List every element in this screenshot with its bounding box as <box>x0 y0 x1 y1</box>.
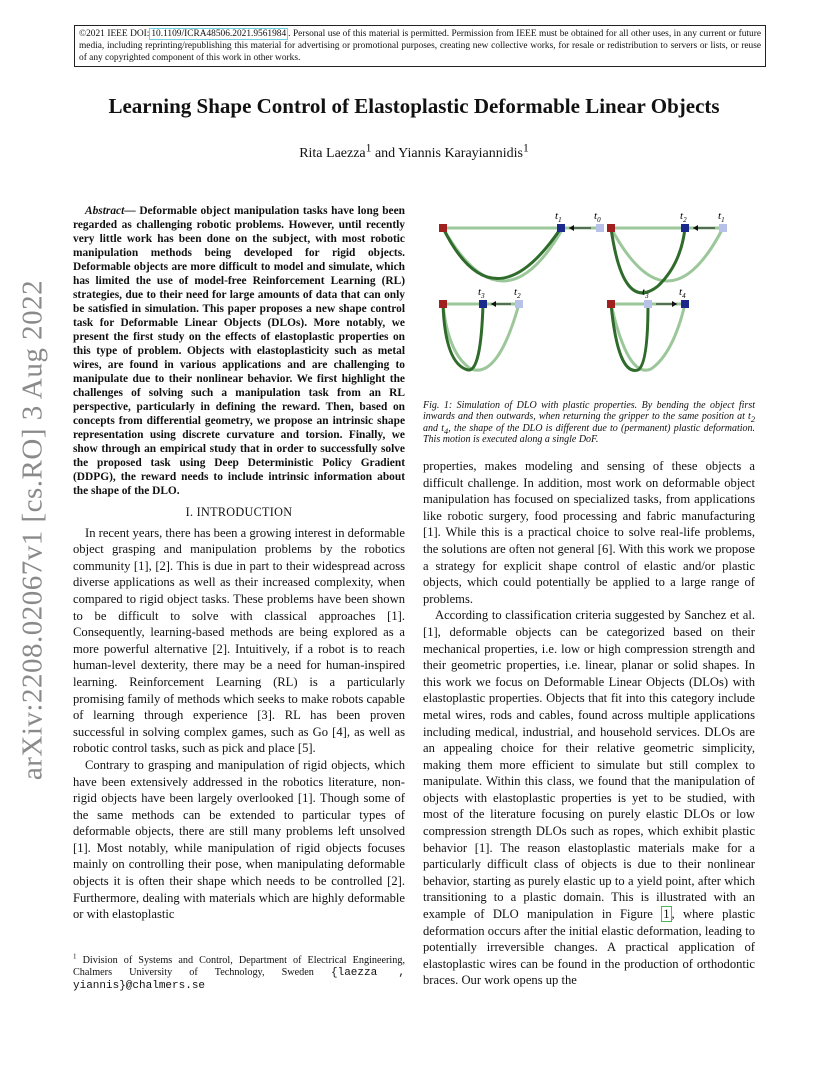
abstract-text: Deformable object manipulation tasks have long been regarded as challenging robotic problems. However, until recently very little work has been done on the subject, with most robotic manipulation methods being developed for rigid objects. Deformable objects are more difficult to model and simulate, which has limited the use of model-free Reinforcement Learning (RL) strategies, due to their need for large amounts of data that can only be satisfied in simulation. This paper proposes a new shape control task for Deformable Linear Objects (DLOs). More notably, we present the first study on the effects of elastoplastic properties on this type of problem. Objects with elastoplasticity such as metal wires, are found in various applications and are challenging to manipulate due to their nonlinear behavior. We first highlight the challenges of solving such a manipulation task from an RL perspective, particularly in defining the reward. Then, based on concepts from differential geometry, we propose an intrinsic shape representation using discrete curvature and torsion. Finally, we show through an empirical study that in order to successfully solve the proposed task using Deep Deterministic Policy Gradient (DDPG), the reward needs to include intrinsic information about the shape of the DLO. <box>73 205 405 497</box>
gripper-marker-dark <box>557 224 565 232</box>
footnote <box>73 952 405 992</box>
figure-svg <box>423 204 755 394</box>
figure-panel-4 <box>607 286 689 370</box>
motion-arrowhead <box>569 225 574 231</box>
dlo-wire-light <box>611 228 723 281</box>
author-name: Rita Laezza <box>299 146 366 161</box>
body-text: According to classification criteria suggested by Sanchez et al. [1], deformable objects can be categorized based on their mechanical properties, i.e. low or high compression strength and their geometric properties, i.e. linear, planar or solid shapes. In this work we focus on Deformable Linear Objects (DLOs) with elastoplastic properties. Objects that fit into this category include metal wires, rods and cables, found across multiple applications including medical, industrial, and household services. DLOs are an appealing choice for their relative geometric simplicity, making them more efficient to simulate but still complex to manipulate. Within this class, we found that the manipulation of objects with elastoplastic properties is yet to be studied, with most of the literature focusing on purely elastic DLOs or low compression strength DLOs such as ropes, which exhibit plastic behavior [1]. The reason elastoplastic materials make for a particularly difficult class of objects is due to their nonlinear behavior, starting as purely elastic up to a yield point, after which transitioning to a plastic domain. This is illustrated with an example of DLO manipulation in Figure <box>423 608 755 922</box>
footnote-text: Division of Systems and Control, Department of Electrical Engineering, Chalmers University of Technology, Sweden <box>73 955 405 979</box>
time-label: $t_1$ <box>555 210 562 224</box>
body-paragraph <box>423 607 755 989</box>
body-paragraph: In recent years, there has been a growing interest in deformable object grasping and manipulation problems by the robotics community [1], [2]. This is due in part to their widespread across diverse applications as well as their increased complexity, when compared to rigid object tasks. These problems have been shown to be difficult to solve with classical approaches [1]. Consequently, learning-based methods are being explored as a more powerful alternative [2]. Intuitively, if a robot is to reach human-level dexterity, there may be a need for human-inspired learning. Reinforcement Learning (RL) is a particularly promising family of methods which seeks to make robots capable of learning through experience [3]. RL has been proven successful in solving complex games, such as Go [4], as well as robotic control tasks, such as pick and place [5]. <box>73 525 405 756</box>
doi-link[interactable]: 10.1109/ICRA48506.2021.9561984 <box>151 29 287 39</box>
right-column <box>423 458 755 989</box>
author-line <box>0 141 828 162</box>
copyright-text: . Personal use of this material is permitted. Permission from IEEE must be obtained for all other uses, in any current or future media, including reprinting/republishing this material for advertising or promotional purposes, creating new collective works, for resale or redistribution to servers or lists, or reuse of any copyrighted component of this work in other works. <box>79 29 761 63</box>
abstract-label: Abstract <box>85 205 125 217</box>
figure-panel-2 <box>607 210 727 293</box>
caption-text: Fig. 1: Simulation of DLO with plastic properties. By bending the object first inwards and then outwards, when returning the gripper to the same position at <box>423 400 755 423</box>
body-paragraph: properties, makes modeling and sensing of these objects a difficult challenge. In addition, most work on deformable object manipulation has focused on specialized tasks, from applications like robotic surgery, food processing and fabric manufacturing [1]. While this is a practical choice to solve real-life problems, the solutions are often not general [6]. With this work we propose a strategy for explicit shape control of elastic and/or plastic objects, which could potentially be applied to a large range of problems. <box>423 459 755 606</box>
gripper-marker-light <box>596 224 604 232</box>
time-label: $t_3$ <box>642 286 649 300</box>
footnote-mark: 1 <box>73 952 77 961</box>
anchor-marker <box>439 300 447 308</box>
time-label: $t_2$ <box>680 210 687 224</box>
copyright-notice <box>74 25 766 67</box>
section-heading-introduction: I. INTRODUCTION <box>185 505 293 519</box>
figure-panel-1 <box>439 210 604 281</box>
abstract <box>73 204 405 498</box>
body-paragraph: Contrary to grasping and manipulation of rigid objects, which have been extensively addressed in the robotics literature, non-rigid objects have been largely overlooked [1]. Though some of the same methods can be extended to particular types of deformable objects, there are still many problems left unsolved [1]. Most notably, while manipulation of rigid objects focuses mainly on controlling their pose, when manipulating deformable objects it is often their shape which needs to be controlled [2]. Furthermore, dealing with materials which are highly deformable or with elastoplastic <box>73 757 405 922</box>
author-conjunction: and <box>371 146 399 161</box>
gripper-marker-light <box>515 300 523 308</box>
gripper-marker-dark <box>479 300 487 308</box>
figure-reference-link[interactable]: 1 <box>663 907 670 922</box>
time-label: $t_1$ <box>718 210 725 224</box>
gripper-marker-light <box>644 300 652 308</box>
time-label: $t_0$ <box>594 210 601 224</box>
time-label: $t_2$ <box>514 286 521 300</box>
dlo-wire-light <box>443 228 563 281</box>
figure-panel-3 <box>439 286 523 370</box>
time-label: $t_4$ <box>679 286 686 300</box>
left-column <box>73 204 405 923</box>
motion-arrowhead <box>672 301 677 307</box>
author-affiliation-mark: 1 <box>365 141 372 155</box>
author-name: Yiannis Karayiannidis <box>398 146 523 161</box>
anchor-marker <box>439 224 447 232</box>
gripper-marker-light <box>719 224 727 232</box>
caption-text: , the shape of the DLO is different due to (permanent) plastic deformation. This motion is executed along a single DoF. <box>423 422 755 446</box>
arxiv-stamp: arXiv:2208.02067v1 [cs.RO] 3 Aug 2022 <box>16 279 49 781</box>
motion-arrowhead <box>491 301 496 307</box>
footnote-email[interactable]: {laezza , yiannis}@chalmers.se <box>73 967 405 992</box>
caption-math: t <box>748 411 751 423</box>
caption-math-sub: 2 <box>750 415 755 425</box>
paper-title: Learning Shape Control of Elastoplastic Deformable Linear Objects <box>108 94 720 118</box>
dlo-wire-dark <box>611 228 685 293</box>
copyright-prefix: ©2021 IEEE DOI: <box>79 29 150 39</box>
caption-text: and <box>423 422 442 434</box>
motion-arrowhead <box>693 225 698 231</box>
figure-dlo-simulation <box>423 204 755 394</box>
body-text: , where plastic deformation occurs after the initial elastic deformation, leading to potentially irreversible changes. A practical application of elastoplastic wires can be found in the production of orthodontic braces. Our work opens up the <box>423 907 755 988</box>
time-label: $t_3$ <box>478 286 485 300</box>
anchor-marker <box>607 224 615 232</box>
gripper-marker-dark <box>681 300 689 308</box>
figure-caption <box>423 400 755 446</box>
author-affiliation-mark: 1 <box>522 141 529 155</box>
anchor-marker <box>607 300 615 308</box>
gripper-marker-dark <box>681 224 689 232</box>
caption-math: t <box>441 422 445 434</box>
abstract-dash: — <box>124 205 140 217</box>
caption-math-sub: 4 <box>444 426 449 436</box>
